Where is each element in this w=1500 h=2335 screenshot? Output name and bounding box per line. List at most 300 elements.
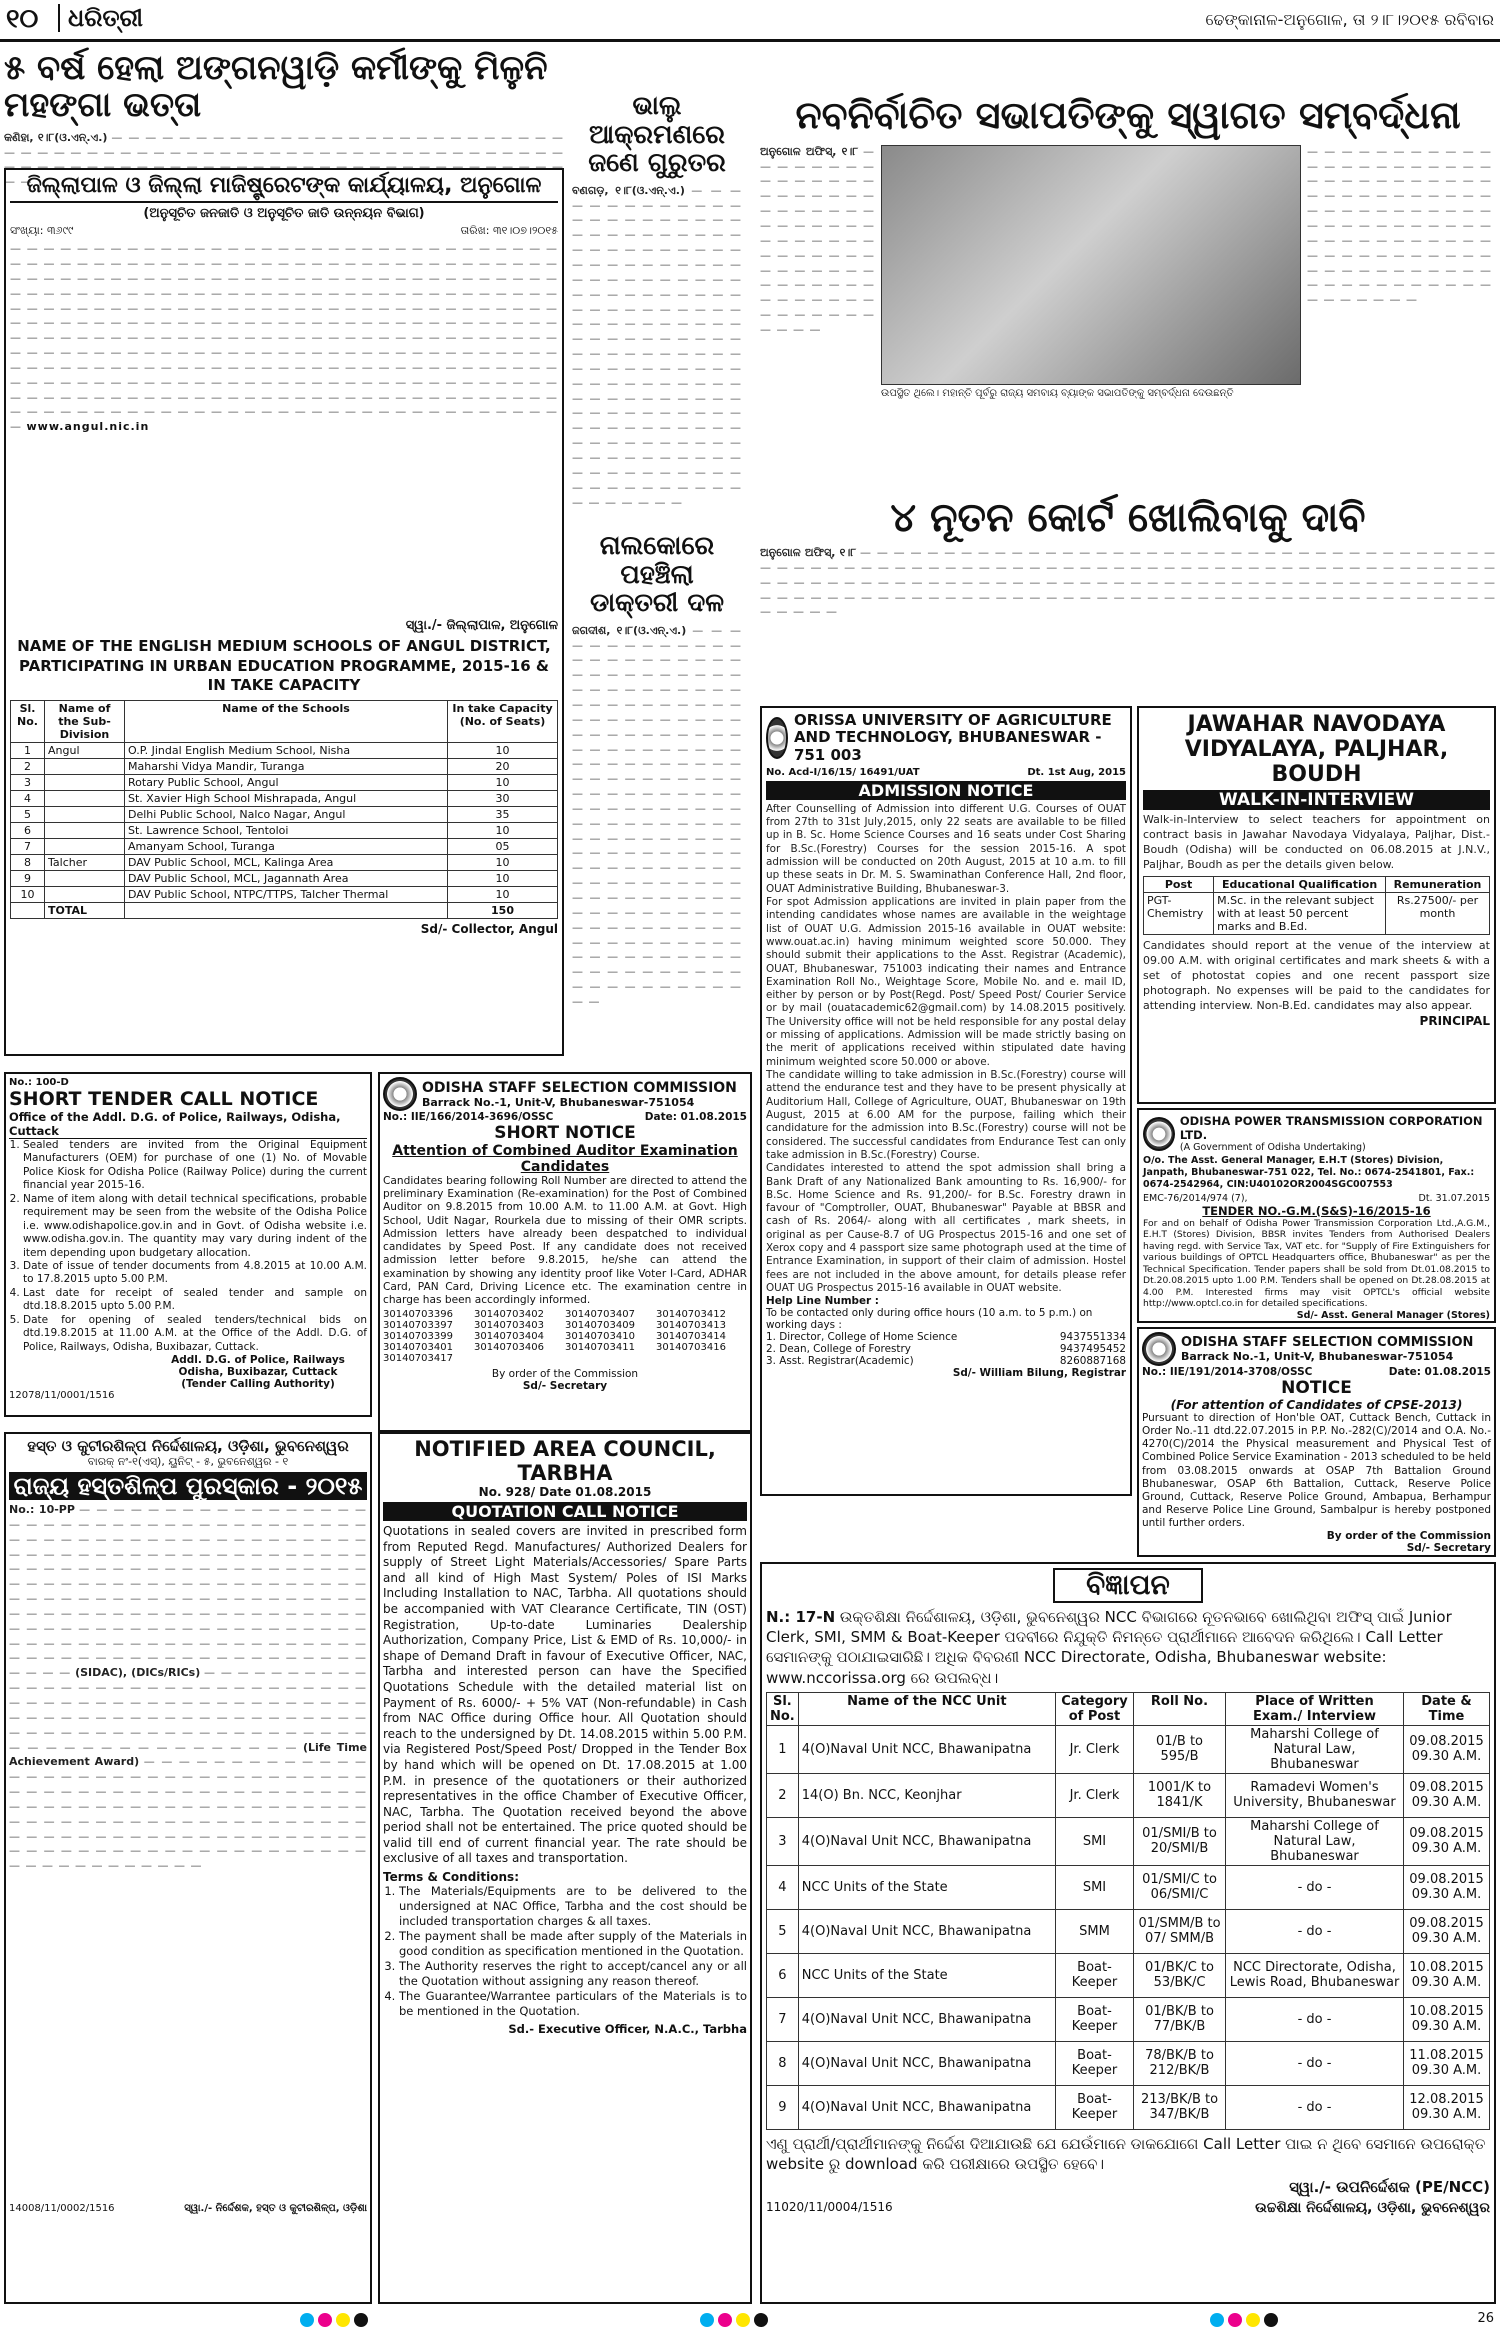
navodaya-col-qualification: Educational Qualification — [1214, 877, 1386, 893]
school-subdivision — [45, 806, 125, 822]
ossc-cpse-signoff-2: Sd/- Secretary — [1406, 1542, 1491, 1555]
ncc-intro-b: Call Letter ସେମାନଙ୍କୁ ପଠାଯାଇସାରିଛି। ଅଧିକ ବିବରଣୀ NCC Directorate, Odisha, Bhubaneswar website: www.nccorissa.org ରେ ଉପଲବ୍ଧ। — [766, 1628, 1443, 1687]
school-sl: 10 — [11, 886, 45, 902]
school-name: Rotary Public School, Angul — [125, 774, 448, 790]
table-row — [11, 854, 558, 870]
ncc-datetime: 11.08.2015 09.30 A.M. — [1404, 2041, 1490, 2085]
ncc-unit: 4(O)Naval Unit NCC, Bhawanipatna — [798, 1725, 1055, 1773]
navodaya-signoff: PRINCIPAL — [1419, 1013, 1490, 1028]
helpline-who: 1. Director, College of Home Science — [766, 1331, 958, 1344]
ncc-roll: 1001/K to 1841/K — [1134, 1773, 1226, 1817]
collector-ref-date: ତାରିଖ: ୩୧।୦୭।୨୦୧୫ — [460, 224, 558, 238]
school-name: St. Lawrence School, Tentoloi — [125, 822, 448, 838]
school-seats: 10 — [448, 886, 558, 902]
story-courts-headline: ୪ ନୂତନ କୋର୍ଟ ଖୋଲିବାକୁ ଦାବି — [890, 495, 1366, 541]
handicraft-title: ହସ୍ତ ଓ କୁଟୀରଶିଳ୍ପ ନିର୍ଦ୍ଦେଶାଳୟ, ଓଡ଼ିଶା, ଭୁବନେଶ୍ୱର — [27, 1437, 349, 1455]
navodaya-col-remuneration: Remuneration — [1386, 877, 1490, 893]
ncc-category: Boat-Keeper — [1056, 2041, 1134, 2085]
ncc-category: Boat-Keeper — [1056, 1997, 1134, 2041]
optcl-signoff: Sd/- Asst. General Manager (Stores) — [1296, 1309, 1490, 1321]
helpline-row — [766, 1331, 1126, 1343]
ncc-datetime: 10.08.2015 09.30 A.M. — [1404, 1953, 1490, 1997]
ncc-datetime: 10.08.2015 09.30 A.M. — [1404, 1997, 1490, 2041]
ncc-sl: 3 — [767, 1817, 799, 1865]
ncc-table — [766, 1692, 1490, 2130]
ncc-place: - do - — [1226, 1997, 1404, 2041]
ossc-auditor-title: SHORT NOTICE — [494, 1123, 636, 1143]
roll-number: 30140703397 — [383, 1320, 453, 1332]
table-row — [767, 1953, 1490, 1997]
ncc-unit: NCC Units of the State — [798, 1865, 1055, 1909]
ncc-sl: 1 — [767, 1725, 799, 1773]
page-number: ୧୦ — [6, 4, 39, 34]
table-signoff: Sd/- Collector, Angul — [420, 921, 558, 936]
roll-number: 30140703404 — [474, 1331, 544, 1343]
navodaya-notice — [1137, 706, 1496, 1104]
reg-dot-black — [354, 2313, 368, 2327]
ouat-help-title: Help Line Number : — [766, 1295, 879, 1308]
school-seats: 10 — [448, 742, 558, 758]
ncc-place: NCC Directorate, Odisha, Lewis Road, Bhubaneswar — [1226, 1953, 1404, 1997]
school-seats: 10 — [448, 854, 558, 870]
ncc-category: SMI — [1056, 1817, 1134, 1865]
ossc-cpse-logo — [1142, 1332, 1176, 1366]
navodaya-col-post: Post — [1144, 877, 1214, 893]
ossc-auditor-signoff-1: By order of the Commission — [491, 1368, 639, 1381]
collector-notice-title: ଜିଲ୍ଲାପାଳ ଓ ଜିଲ୍ଲା ମାଜିଷ୍ଟ୍ରେଟଙ୍କ କାର୍ଯ୍ୟାଳୟ, ଅନୁଗୋଳ — [10, 174, 558, 203]
school-sl: 6 — [11, 822, 45, 838]
story-anganwadi: ୫ ବର୍ଷ ହେଲା ଅଙ୍ଗନୱାଡ଼ି କର୍ମୀଙ୍କୁ ମିଳୁନି ମହଙ୍ଗା ଭତ୍ତା କଣିହା, ୧।୮(ଓ.ଏନ୍.ଏ.) — — — — — — — — — — — — — — — — — — — — — — — — — — — — — — — — — — — — — — — — — — — — — — — — — — — — — — — — — — — — — — — — — — — — — — — — — — — — — — — — — — — — — — — — — — — — — — — — — — [4, 48, 564, 189]
ncc-unit: 4(O)Naval Unit NCC, Bhawanipatna — [798, 2085, 1055, 2129]
helpline-who: 2. Dean, College of Forestry — [766, 1343, 911, 1356]
handicraft-ref: No.: 10-PP — [9, 1503, 75, 1516]
ncc-unit: 4(O)Naval Unit NCC, Bhawanipatna — [798, 1817, 1055, 1865]
ncc-col-sl: Sl. No. — [767, 1692, 799, 1725]
ossc-auditor-address: Barrack No.-1, Unit-V, Bhubaneswar-751054 — [422, 1095, 695, 1109]
handicraft-address: ବାରକ୍ ନଂ-୧(ଏସ୍), ୟୁନିଟ୍ - ୫, ଭୁବନେଶ୍ୱର - ୧ — [87, 1455, 289, 1468]
helpline-who: 3. Asst. Registrar(Academic) — [766, 1355, 914, 1368]
reg-dot-cyan — [300, 2313, 314, 2327]
navodaya-title-2: VIDYALAYA, PALJHAR, BOUDH — [1184, 737, 1449, 787]
ncc-place: Maharshi College of Natural Law, Bhubaneswar — [1226, 1725, 1404, 1773]
police-tender-tag: No.: 100-D — [9, 1077, 69, 1088]
list-item: 2. Name of item along with detail technical specifications, probable requirement may be seen from the website of the Odisha Police i.e. www.odishapolice.gov.in and in Govt. of Odisha website i.e. www.odisha.gov.in. The quantity may vary during indent of the item depending upon budgetary allocation. — [23, 1193, 367, 1260]
ouat-signoff: Sd/- William Bilung, Registrar — [952, 1367, 1126, 1380]
reg-dot-magenta-3 — [1228, 2313, 1242, 2327]
total-value: 150 — [448, 902, 558, 918]
story-chairman-dateline: ଅନୁଗୋଳ ଅଫିସ୍, ୧।୮ — [760, 144, 859, 158]
ouat-helplines — [766, 1331, 1126, 1367]
ncc-col-category: Category of Post — [1056, 1692, 1134, 1725]
roll-number: 30140703399 — [383, 1331, 453, 1343]
ouat-ref: No. Acd-I/16/15/ 16491/UAT — [766, 766, 920, 778]
ncc-sl: 8 — [767, 2041, 799, 2085]
table-row — [11, 870, 558, 886]
police-tender-notice — [4, 1072, 372, 1417]
optcl-org-sub: (A Government of Odisha Undertaking) — [1179, 1142, 1366, 1153]
ossc-auditor-date: Date: 01.08.2015 — [644, 1111, 747, 1123]
police-tender-signoff-3: (Tender Calling Authority) — [181, 1378, 335, 1390]
list-item: 4. The Guarantee/Warrantee particulars of the Materials is to be mentioned in the Quotation. — [399, 1989, 747, 2019]
optcl-tender-no: TENDER NO.-G.M.(S&S)-16/2015-16 — [1202, 1203, 1431, 1218]
total-label: TOTAL — [45, 902, 125, 918]
ncc-roll: 213/BK/B to 347/BK/B — [1134, 2085, 1226, 2129]
list-item: 4. Last date for receipt of sealed tender and sample on dtd.18.8.2015 upto 5.00 P.M. — [23, 1287, 367, 1314]
school-subdivision — [45, 774, 125, 790]
school-seats: 10 — [448, 870, 558, 886]
ncc-roll: 01/B to 595/B — [1134, 1725, 1226, 1773]
ossc-cpse-org: ODISHA STAFF SELECTION COMMISSION — [1181, 1335, 1474, 1350]
school-name: Amanyam School, Turanga — [125, 838, 448, 854]
roll-number: 30140703416 — [656, 1342, 726, 1354]
reg-dot-yellow — [336, 2313, 350, 2327]
table-row — [767, 2041, 1490, 2085]
ncc-unit: 4(O)Naval Unit NCC, Bhawanipatna — [798, 2041, 1055, 2085]
ossc-cpse-subtitle: (For attention of Candidates of CPSE-2013) — [1170, 1398, 1463, 1412]
ncc-sl: 6 — [767, 1953, 799, 1997]
handicraft-orgs: (SIDAC), (DICs/RICs) — [75, 1666, 201, 1680]
table-row — [767, 1997, 1490, 2041]
roll-number: 30140703410 — [565, 1331, 635, 1343]
school-sl: 2 — [11, 758, 45, 774]
ossc-auditor-org: ODISHA STAFF SELECTION COMMISSION — [422, 1079, 737, 1096]
ncc-unit: 14(O) Bn. NCC, Keonjhar — [798, 1773, 1055, 1817]
ossc-auditor-logo — [383, 1077, 417, 1111]
schools-table-title: NAME OF THE ENGLISH MEDIUM SCHOOLS OF ANGUL DISTRICT, PARTICIPATING IN URBAN EDUCATION PROGRAMME, 2015-16 & IN TAKE CAPACITY — [17, 637, 551, 695]
col-school: Name of the Schools — [125, 700, 448, 742]
school-name: DAV Public School, MCL, Kalinga Area — [125, 854, 448, 870]
ncc-roll: 01/SMM/B to 07/ SMM/B — [1134, 1909, 1226, 1953]
school-subdivision — [45, 822, 125, 838]
ncc-place: - do - — [1226, 2041, 1404, 2085]
optcl-logo — [1143, 1117, 1175, 1151]
optcl-tender — [1137, 1108, 1496, 1323]
ossc-cpse-address: Barrack No.-1, Unit-V, Bhubaneswar-751054 — [1181, 1350, 1454, 1363]
roll-number: 30140703396 — [383, 1309, 453, 1321]
navodaya-table — [1143, 876, 1490, 935]
school-sl: 5 — [11, 806, 45, 822]
helpline-number: 9437495452 — [1059, 1343, 1126, 1356]
police-tender-office: Office of the Addl. D.G. of Police, Railways, Odisha, Cuttack — [9, 1110, 367, 1139]
reg-dot-yellow-2 — [736, 2313, 750, 2327]
school-subdivision: Talcher — [45, 854, 125, 870]
roll-number: 30140703413 — [656, 1320, 726, 1332]
ncc-roll: 01/SMI/B to 20/SMI/B — [1134, 1817, 1226, 1865]
ncc-sl: 4 — [767, 1865, 799, 1909]
ncc-category: Jr. Clerk — [1056, 1773, 1134, 1817]
list-item: 2. The payment shall be made after supply of the Materials in good condition as specification mentioned in the Quotation. — [399, 1929, 747, 1959]
ncc-datetime: 09.08.2015 09.30 A.M. — [1404, 1909, 1490, 1953]
school-seats: 05 — [448, 838, 558, 854]
optcl-org: ODISHA POWER TRANSMISSION CORPORATION LTD. — [1179, 1114, 1483, 1142]
school-sl: 3 — [11, 774, 45, 790]
reg-dot-magenta — [318, 2313, 332, 2327]
reg-dot-black-2 — [754, 2313, 768, 2327]
table-row — [11, 886, 558, 902]
table-row — [767, 1817, 1490, 1865]
school-sl: 1 — [11, 742, 45, 758]
ncc-col-datetime: Date & Time — [1404, 1692, 1490, 1725]
navodaya-banner: WALK-IN-INTERVIEW — [1143, 790, 1490, 810]
ouat-date: Dt. 1st Aug, 2015 — [1027, 766, 1126, 778]
roll-number: 30140703412 — [656, 1309, 726, 1321]
footer-page-number: 26 — [1477, 2311, 1494, 2326]
ossc-cpse-body: Pursuant to direction of Hon'ble OAT, Cuttack Bench, Cuttack in Order No.-11 dtd.22.07.2015 in P.P. No.-282(C)/2014 and O.A. No.- 4270(C)/2014 the Physical measurement and Physical Test of Combined Police Service Examination - 2013 scheduled to be held from 03.08.2015 onwards at OSAP 7th Battalion Ground Bhubaneswar, OSAP 6th Battalion, Cuttack, Reserve Police Ground, Cuttack, Reserve Police Ground, Ambapua, Berhampur and Reserve Police Line Ground, Sambalpur is hereby postponed until further orders. — [1142, 1412, 1491, 1529]
roll-number: 30140703409 — [565, 1320, 635, 1332]
list-item: 1. The Materials/Equipments are to be delivered to the undersigned at NAC Office, Tarbha and the cost should be included transportation charges & all taxes. — [399, 1884, 747, 1929]
police-tender-title: SHORT TENDER CALL NOTICE — [9, 1088, 319, 1110]
story-bear-dateline: ବଣଗଡ଼, ୧।୮(ଓ.ଏନ୍.ଏ.) — [572, 183, 685, 197]
school-name: O.P. Jindal English Medium School, Nisha — [125, 742, 448, 758]
story-courts-dateline: ଅନୁଗୋଳ ଅଫିସ୍, ୧।୮ — [760, 546, 857, 559]
collector-notice — [4, 168, 564, 1056]
ncc-category: Jr. Clerk — [1056, 1725, 1134, 1773]
story-chairman: ନବନିର୍ବାଚିତ ସଭାପତିଙ୍କୁ ସ୍ୱାଗତ ସମ୍ବର୍ଦ୍ଧନା ଅନୁଗୋଳ ଅଫିସ୍, ୧।୮ — — — — — — — — — — — — — — — — — — — — — — — — — — — — — — — — — — — — — — — — — — — — — — — — — — — — — — — — — — — — — — — — — — — — — — — — — — — — — — — — — — ଉପସ୍ଥିତ ଥିଲେ। ମହାନ୍ତି ପୂର୍ବରୁ ରାଜ୍ୟ ସମବାୟ ବ୍ୟାଙ୍କ ସଭାପତିଙ୍କୁ ସମ୍ବର୍ଦ୍ଧନା ଦେଉଛନ୍ତି — — — — — — — — — — — — — — — — — — — — — — — — — — — — — — — — — — — — — — — — — — — — — — — — — — — — — — — — — — — — — — — — — — — — — — — — — — — — — — — — — — — — — — — — — — — — — — — — — — — — — — — — — — — — — — — — — — — — — — [760, 95, 1496, 490]
helpline-row — [766, 1355, 1126, 1367]
collector-notice-subtitle: (ଅନୁସୂଚିତ ଜନଜାତି ଓ ଅନୁସୂଚିତ ଜାତି ଉନ୍ନୟନ ବିଭାଗ) — [143, 206, 425, 222]
navodaya-post: PGT-Chemistry — [1144, 893, 1214, 935]
table-row — [11, 742, 558, 758]
ossc-cpse-signoff-1: By order of the Commission — [1326, 1530, 1491, 1543]
ncc-ref: N.: 17-N — [766, 1607, 836, 1626]
ossc-cpse-date: Date: 01.08.2015 — [1388, 1366, 1491, 1378]
ncc-place: - do - — [1226, 2085, 1404, 2129]
nac-terms — [383, 1884, 747, 2018]
table-row — [767, 1865, 1490, 1909]
story-nalco-dateline: ଜଗଦୀଶ, ୧।୮(ଓ.ଏନ୍.ଏ.) — [572, 623, 687, 637]
story-bear-headline: ଭାଲୁ ଆକ୍ରମଣରେ ଜଣେ ଗୁରୁତର — [588, 91, 726, 179]
schools-table — [10, 700, 558, 919]
ncc-place: Maharshi College of Natural Law, Bhubaneswar — [1226, 1817, 1404, 1865]
ncc-col-place: Place of Written Exam./ Interview — [1226, 1692, 1404, 1725]
ossc-auditor-body: Candidates bearing following Roll Number are directed to attend the preliminary Examination (Re-examination) for the Post of Combined Auditor on 9.8.2015 from 10.00 A.M. to 11.00 A.M. at Govt. High School, Udit Nagar, Rourkela due to missing of their OMR scripts. Admission letters have already been despatched to individual candidates by Speed Post. If any candidate does not received admission letter before 9.8.2015, he/she can attend the examination by showing any identity proof like Voter I-Card, ADHAR Card, PAN Card, Driving Licence etc. The examination centre in charge has been accordingly informed. — [383, 1175, 747, 1307]
ncc-footer-note: ଏଣୁ ପ୍ରାର୍ଥୀ/ପ୍ରାର୍ଥୀମାନଙ୍କୁ ନିର୍ଦ୍ଦେଶ ଦିଆଯାଉଛି ଯେ ଯେଉଁମାନେ ଡାକଯୋଗେ Call Letter ପାଇ ନ ଥିବେ ସେମାନେ ଉପରୋକ୍ତ website ରୁ download କରି ପରୀକ୍ଷାରେ ଉପସ୍ଥିତ ହେବେ। — [766, 2134, 1486, 2174]
school-subdivision: Angul — [45, 742, 125, 758]
ncc-roll: 01/BK/B to 77/BK/B — [1134, 1997, 1226, 2041]
ncc-category: Boat-Keeper — [1056, 2085, 1134, 2129]
ncc-datetime: 09.08.2015 09.30 A.M. — [1404, 1725, 1490, 1773]
table-row — [767, 1909, 1490, 1953]
ossc-auditor-notice — [378, 1072, 752, 1432]
ncc-roll: 01/SMI/C to 06/SMI/C — [1134, 1865, 1226, 1909]
police-tender-signoff-2: Odisha, Buxibazar, Cuttack — [178, 1366, 338, 1378]
optcl-date: Dt. 31.07.2015 — [1418, 1192, 1490, 1204]
school-subdivision — [45, 790, 125, 806]
ouat-para-1: After Counselling of Admission into different U.G. Courses of OUAT from 27th to 31st July,2015, only 22 seats are available to be filled up in B. Sc. Home Science Courses and 16 seats under Cost Sharing for B.Sc.(Forestry) Courses for the session 2015-16. A spot admission will be conducted on 20th August, 2015 at 10 a.m. to fill up these seats in Dr. M. S. Swaminathan Conference Hall, 2nd floor, OUAT Administrative Building, Bhubaneswar-3. — [766, 802, 1126, 895]
table-row — [11, 758, 558, 774]
handicraft-award-en: (Life Time Achievement Award) — [9, 1740, 367, 1769]
helpline-number: 9437551334 — [1059, 1331, 1126, 1344]
nac-title: NOTIFIED AREA COUNCIL, TARBHA — [414, 1437, 716, 1485]
roll-number: 30140703401 — [383, 1342, 453, 1354]
story-anganwadi-dateline: କଣିହା, ୧।୮(ଓ.ଏନ୍.ଏ.) — [4, 130, 108, 144]
school-name: St. Xavier High School Mishrapada, Angul — [125, 790, 448, 806]
school-subdivision — [45, 870, 125, 886]
nac-quotation-notice — [378, 1432, 752, 2304]
table-row — [767, 1725, 1490, 1773]
reg-dot-yellow-3 — [1246, 2313, 1260, 2327]
roll-number: 30140703406 — [474, 1342, 544, 1354]
ouat-para-2: For spot Admission applications are invited in plain paper from the intending candidates whose names are available in the weightage list of OUAT U.G. Admission 2015-16 available in OUAT website: www.ouat.ac.in) having minimum weighted score 50.000. They should submit their applications to the Asst. Registrar (Academic), OUAT, Bhubaneswar, 751003 indicating their names and Entrance Examination Roll No., Weightage Score, Mobile No. and e. mail ID, either by person or by Post(Regd. Post/ Speed Post/ Courier Service or by mail (ouatacademic62@gmail.com) by 14.08.2015 positively. The University office will not be held responsible for any postal delay or missing of applications. Admission will be made strictly basing on the merit of applications received within stipulated date having minimum weighted score 50.000 or above. — [766, 895, 1126, 1068]
ncc-org-footer: ଉଚ୍ଚଶିକ୍ଷା ନିର୍ଦ୍ଦେଶାଳୟ, ଓଡ଼ିଶା, ଭୁବନେଶ୍ୱର — [1255, 2200, 1490, 2217]
ncc-datetime: 09.08.2015 09.30 A.M. — [1404, 1865, 1490, 1909]
table-row — [767, 2085, 1490, 2129]
table-row — [11, 822, 558, 838]
reg-dot-magenta-2 — [718, 2313, 732, 2327]
ceremony-photo — [881, 145, 1301, 385]
paper-name: ଧରିତ୍ରୀ — [58, 4, 143, 32]
dateline: ଢେଙ୍କାନାଳ-ଅନୁଗୋଳ, ତା ୨।୮।୨୦୧୫ ରବିବାର — [1205, 10, 1494, 29]
ncc-col-roll: Roll No. — [1134, 1692, 1226, 1725]
ncc-title: ବିଜ୍ଞାପନ — [1053, 1568, 1203, 1603]
ncc-sl: 9 — [767, 2085, 799, 2129]
table-row — [11, 774, 558, 790]
school-sl: 9 — [11, 870, 45, 886]
reg-dot-black-3 — [1264, 2313, 1278, 2327]
roll-number: 30140703414 — [656, 1331, 726, 1343]
table-row — [767, 1773, 1490, 1817]
ncc-place: Ramadevi Women's University, Bhubaneswar — [1226, 1773, 1404, 1817]
masthead — [0, 0, 1500, 42]
school-name: DAV Public School, NTPC/TTPS, Talcher Thermal — [125, 886, 448, 902]
ouat-admission-notice — [760, 706, 1132, 1496]
school-name: Maharshi Vidya Mandir, Turanga — [125, 758, 448, 774]
ncc-unit: 4(O)Naval Unit NCC, Bhawanipatna — [798, 1997, 1055, 2041]
ouat-help-note: To be contacted only during office hours (10 a.m. to 5 p.m.) on working days : — [766, 1307, 1093, 1332]
table-row — [11, 838, 558, 854]
optcl-ref: EMC-76/2014/974 (7), — [1143, 1192, 1248, 1204]
school-subdivision — [45, 758, 125, 774]
ncc-unit: NCC Units of the State — [798, 1953, 1055, 1997]
ncc-datetime: 09.08.2015 09.30 A.M. — [1404, 1773, 1490, 1817]
school-sl: 8 — [11, 854, 45, 870]
handicraft-signoff: ସ୍ୱା./- ନିର୍ଦ୍ଦେଶକ, ହସ୍ତ ଓ କୁଟୀରଶିଳ୍ପ, ଓଡ଼ିଶା — [184, 2203, 367, 2214]
collector-ref-no: ସଂଖ୍ୟା: ୩୬୯୯ — [10, 224, 74, 238]
roll-number: 30140703402 — [474, 1309, 544, 1321]
helpline-number: 8260887168 — [1059, 1355, 1126, 1368]
ncc-roll: 01/BK/C to 53/BK/C — [1134, 1953, 1226, 1997]
collector-signoff: ସ୍ୱା./- ଜିଲ୍ଲାପାଳ, ଅନୁଗୋଳ — [405, 618, 558, 634]
story-chairman-headline: ନବନିର୍ବାଚିତ ସଭାପତିଙ୍କୁ ସ୍ୱାଗତ ସମ୍ବର୍ଦ୍ଧନା — [795, 93, 1461, 137]
story-anganwadi-headline: ୫ ବର୍ଷ ହେଲା ଅଙ୍ଗନୱାଡ଼ି କର୍ମୀଙ୍କୁ ମିଳୁନି ମହଙ୍ଗା ଭତ୍ତା — [4, 48, 548, 126]
ossc-auditor-ref: No.: IIE/166/2014-3696/OSSC — [383, 1111, 554, 1123]
ncc-advertisement — [760, 1562, 1496, 2304]
roll-number-grid — [383, 1309, 747, 1364]
nac-ref: No. 928/ Date 01.08.2015 — [478, 1485, 652, 1499]
handicraft-award: ରାଜ୍ୟ ହସ୍ତଶିଳ୍ପ ପୁରସ୍କାର - ୨୦୧୫ — [9, 1472, 367, 1500]
ncc-col-unit: Name of the NCC Unit — [798, 1692, 1055, 1725]
optcl-address: O/o. The Asst. General Manager, E.H.T (Stores) Division, Janpath, Bhubaneswar-751 022, Tel. No.: 0674-2541801, Fax.: 0674-2542964, CIN:U40102OR2004SGC007553 — [1143, 1155, 1475, 1190]
reg-dot-cyan-2 — [700, 2313, 714, 2327]
police-tender-items — [9, 1139, 367, 1354]
navodaya-remuneration: Rs.27500/- per month — [1386, 893, 1490, 935]
story-nalco-headline: ନାଲକୋରେ ପହଞ୍ଚିଲା ଡାକ୍ତରୀ ଦଳ — [589, 531, 725, 619]
school-seats: 35 — [448, 806, 558, 822]
roll-number: 30140703407 — [565, 1309, 635, 1321]
nac-terms-title: Terms & Conditions: — [383, 1870, 519, 1885]
nac-banner: QUOTATION CALL NOTICE — [383, 1502, 747, 1521]
roll-number: 30140703411 — [565, 1342, 635, 1354]
optcl-body: For and on behalf of Odisha Power Transmission Corporation Ltd.,A.G.M., E.H.T (Stores) Division, BBSR invites Tenders from Authorised Dealers having regd. with Service Tax, VAT etc. for "Supply of Fire Extinguishers for various buildings of OPTCL Headquarters office, Bhubaneswar" as per the Technical Specification. Tender papers shall be sold from Dt.01.08.2015 to Dt.20.08.2015 upto 1.00 P.M. Tenders shall be opened on Dt.28.08.2015 at 4.00 P.M. Interested firms may visit OPTCL's official website http://www.optcl.co.in for detailed specifications. — [1143, 1217, 1490, 1310]
ouat-para-3: The candidate willing to take admission in B.Sc.(Forestry) course will attend the endurance test and they have to be present physically at Auditorium Hall, College of Agriculture, OUAT, Bhubaneswar on 19th August, 2015 at 6.00 AM for the purpose, failing which their candidature for the admission into B.Sc.(Forestry) course will not be considered. The successful candidates from Endurance Test can only take admission in B.Sc.(Forestry) Course. — [766, 1069, 1126, 1161]
ossc-cpse-ref: No.: IIE/191/2014-3708/OSSC — [1142, 1366, 1313, 1378]
school-name: Delhi Public School, Nalco Nagar, Angul — [125, 806, 448, 822]
list-item: 1. Sealed tenders are invited from the Original Equipment Manufacturers (OEM) for purchase of one (1) No. of Movable Police Kiosk for Odisha Police (Railway Police) during the current financial year 2015-16. — [23, 1139, 367, 1193]
list-item: 5. Date for opening of sealed tenders/technical bids on dtd.19.8.2015 at 11.00 A.M. at the Office of the Addl. D.G. of Police, Railways, Odisha, Buxibazar, Cuttack. — [23, 1314, 367, 1354]
police-tender-code: 12078/11/0001/1516 — [9, 1390, 115, 1401]
school-subdivision — [45, 886, 125, 902]
ouat-org: ORISSA UNIVERSITY OF AGRICULTURE AND TECHNOLOGY, BHUBANESWAR - 751 003 — [793, 711, 1112, 764]
school-seats: 10 — [448, 822, 558, 838]
ncc-place: - do - — [1226, 1865, 1404, 1909]
navodaya-title-1: JAWAHAR NAVODAYA — [1187, 712, 1446, 737]
navodaya-note: Candidates should report at the venue of the interview at 09.00 A.M. with original certificates and mark sheets & with a set of photostat copies and one recent passport size photograph. No expenses will be paid to the candidates for attending interview. Non-B.Ed. candidates may also appear. — [1143, 939, 1490, 1012]
roll-number: 30140703417 — [383, 1353, 453, 1365]
roll-number: 30140703403 — [474, 1320, 544, 1332]
handicraft-code: 14008/11/0002/1516 — [9, 2203, 115, 2214]
ncc-unit: 4(O)Naval Unit NCC, Bhawanipatna — [798, 1909, 1055, 1953]
reg-dot-cyan-3 — [1210, 2313, 1224, 2327]
ncc-category: SMI — [1056, 1865, 1134, 1909]
nac-body: Quotations in sealed covers are invited in prescribed form from Reputed Regd. Manufactures/ Authorized Dealers for supply of Street Light Materials/Accessories/ Spare Parts and all kind of High Mast System/ Poles of ISI Marks Including Installation to NAC, Tarbha. All quotations should be accompanied with VAT Clearance Certificate, TIN (OST) Registration, Up-to-date Luminaries Dealership Authorization, Company Price, List & EMD of Rs. 10,000/- in shape of Demand Draft in favour of Executive Officer, NAC, Tarbha and interested person can have the Specified Quotations Schedule with the detailed material list on Payment of Rs. 6000/- + 5% VAT (Non-refundable) in Cash from NAC Office during Office hour. All Quotation should reach to the undersigned by Dt. 14.08.2015 within 5.00 P.M. via Registered Post/Speed Post/ Dropped in the Tender Box by hand which will be opened on Dt. 17.08.2015 at 1.00 P.M. in presence of the quotationers or their authorized representatives in the office Chamber of Executive Officer, NAC, Tarbha. The Quotation received beyond the above period shall not be entertained. The price quoted should be valid till end of current financial year. The rate should be exclusive of all taxes and transportation. — [383, 1524, 747, 1866]
col-subdivision: Name of the Sub-Division — [45, 700, 125, 742]
school-seats: 30 — [448, 790, 558, 806]
school-seats: 20 — [448, 758, 558, 774]
school-name: DAV Public School, MCL, Jagannath Area — [125, 870, 448, 886]
ncc-category: SMM — [1056, 1909, 1134, 1953]
ncc-place: - do - — [1226, 1909, 1404, 1953]
school-subdivision — [45, 838, 125, 854]
helpline-row — [766, 1343, 1126, 1355]
school-sl: 7 — [11, 838, 45, 854]
collector-website[interactable]: www.angul.nic.in — [26, 420, 150, 434]
story-courts: ୪ ନୂତନ କୋର୍ଟ ଖୋଲିବାକୁ ଦାବି ଅନୁଗୋଳ ଅଫିସ୍, ୧।୮ — — — — — — — — — — — — — — — — — — — — — — — — — — — — — — — — — — — — — — — — — — — — — — — — — — — — — — — — — — — — — — — — — — — — — — — — — — — — — — — — — — — — — — — — — — — — — — — — — — — — — — — — — — — — — — — — — — — — — — — — — — — — — — — — — — — — — — — — — — — — — — — — — — — — — — — — — — — — — — — — — — — — — — — — — — — — — — — — [760, 495, 1496, 619]
table-row — [11, 790, 558, 806]
ouat-title: ADMISSION NOTICE — [766, 781, 1126, 800]
school-seats: 10 — [448, 774, 558, 790]
ncc-sl: 2 — [767, 1773, 799, 1817]
police-tender-signoff-1: Addl. D.G. of Police, Railways — [171, 1354, 345, 1366]
handicraft-notice: ହସ୍ତ ଓ କୁଟୀରଶିଳ୍ପ ନିର୍ଦ୍ଦେଶାଳୟ, ଓଡ଼ିଶା, ଭୁବନେଶ୍ୱର ବାରକ୍ ନଂ-୧(ଏସ୍), ୟୁନିଟ୍ - ୫, ଭୁବନେଶ୍ୱର - ୧ ରାଜ୍ୟ ହସ୍ତଶିଳ୍ପ ପୁରସ୍କାର - ୨୦୧୫ No.: 10-PP — — — — — — — — — — — — — — — — — — — — — — — — — — — — — — — — — — — — — — — — — — — — — — — — — — — — — — — — — — — — — — — — — — — — — — — — — — — — — — — — — — — — — — — — — — — — — — — — — — — — — — — — — — — — — — — — — — — — — — — — — — — — — — — — — — — — — — — — — — — — — — — — — — — — — — — — — — — — — — — — — — — — — — — — — — — — — — — — — — — — — — — — — — — — — — — — — — — — — — — — — — — — — — — — — — — — — — — — — — — — — — — — — — — — — — — (SIDAC), (DICs/RICs) — — — — — — — — — — — — — — — — — — — — — — — — — — — — — — — — — — — — — — — — — — — — — — — — — — — — — — — — — — — — — — — — — — — — — — — — — — — — — — — — — — — — — — — — — — — — — — — — — — — — — — — — — — — — — — (Life Time Achievement Award) — — — — — — — — — — — — — — — — — — — — — — — — — — — — — — — — — — — — — — — — — — — — — — — — — — — — — — — — — — — — — — — — — — — — — — — — — — — — — — — — — — — — — — — — — — — — — — — — — — — — — — — — — — — — — — — — — — — — — — — — — — — — — — — — — — — — — — — — — — — — — — — — — — — — — — — 14008/11/0002/1516 ସ୍ୱା./- ନିର୍ଦ୍ଦେଶକ, ହସ୍ତ ଓ କୁଟୀରଶିଳ୍ପ, ଓଡ଼ିଶା — [4, 1432, 372, 2304]
ncc-datetime: 12.08.2015 09.30 A.M. — [1404, 2085, 1490, 2129]
school-sl: 4 — [11, 790, 45, 806]
ncc-roll: 78/BK/B to 212/BK/B — [1134, 2041, 1226, 2085]
nac-signoff: Sd.- Executive Officer, N.A.C., Tarbha — [508, 2021, 747, 2036]
ossc-cpse-title: NOTICE — [1281, 1378, 1352, 1398]
ouat-para-4: Candidates interested to attend the spot admission shall bring a Bank Draft of any Nationalized Bank amounting to Rs. 16,900/- for B.Sc. Home Science and Rs. 91,200/- for B.Sc. Forestry drawn in favour of "Comptroller, OUAT, Bhubaneswar" Payable at BBSR and cash of Rs. 2064/- along with all certificates , mark sheets, in original as per Cause-8.7 of UG Prospectus 2015-16 and one set of Xerox copy and 4 passport size same photograph used at the time of Entrance Examination, in support of their claim of admission. Hostel fees are not included in the above amount, for details please refer OUAT UG Prospectus 2015-16 available in OUAT website. — [766, 1162, 1126, 1294]
collector-notice-body: — — — — — — — — — — — — — — — — — — — — — — — — — — — — — — — — — — — — — — — — — — — — — — — — — — — — — — — — — — — — — — — — — — — — — — — — — — — — — — — — — — — — — — — — — — — — — — — — — — — — — — — — — — — — — — — — — — — — — — — — — — — — — — — — — — — — — — — — — — — — — — — — — — — — — — — — — — — — — — — — — — — — — — — — — — — — — — — — — — — — — — — — — — — — — — — — — — — — — — — — — — — — — — — — — — — — — — — — — — — — — — — — — — — — — — — — — — — — — — — — — — — — — — — — — — — — — — — — — — — — — — — — — — — — — — — — — — — — — — — — — — — — — — — — — — — — — — — — — — — — — — — — — — — — — — — — — — — — — — — — — — — — — — — — — — — — — — — — — — — — — — — — — — — — — — — — — — — — — — — — — — — — — — — — — — — — — — — — — — — — — — — — — — — — — — — — — — — — — www.angul.nic.in — [10, 242, 558, 434]
ncc-code: 11020/11/0004/1516 — [766, 2200, 893, 2215]
ossc-auditor-signoff-2: Sd/- Secretary — [522, 1380, 608, 1393]
ouat-logo — [766, 717, 788, 759]
ncc-category: Boat-Keeper — [1056, 1953, 1134, 1997]
navodaya-qualification: M.Sc. in the relevant subject with at least 50 percent marks and B.Ed. — [1214, 893, 1386, 935]
ossc-auditor-subtitle: Attention of Combined Auditor Examination Candidates — [392, 1143, 738, 1175]
ncc-datetime: 09.08.2015 09.30 A.M. — [1404, 1817, 1490, 1865]
ncc-sl: 5 — [767, 1909, 799, 1953]
story-bear: ଭାଲୁ ଆକ୍ରମଣରେ ଜଣେ ଗୁରୁତର ବଣଗଡ଼, ୧।୮(ଓ.ଏନ୍.ଏ.) — — — — — — — — — — — — — — — — — — — — — — — — — — — — — — — — — — — — — — — — — — — — — — — — — — — — — — — — — — — — — — — — — — — — — — — — — — — — — — — — — — — — — — — — — — — — — — — — — — — — — — — — — — — — — — — — — — — — — — — — — — — — — — — — — — — — — — — — — — — — — — — — — — — — — — — — — — — — — — — — — — — — — — — — — — — — — — — — — — — — — — — — — — — — — — — — — — — — — — — — — — — — — — — — — — — [572, 91, 742, 509]
story-nalco: ନାଲକୋରେ ପହଞ୍ଚିଲା ଡାକ୍ତରୀ ଦଳ ଜଗଦୀଶ, ୧।୮(ଓ.ଏନ୍.ଏ.) — — — — — — — — — — — — — — — — — — — — — — — — — — — — — — — — — — — — — — — — — — — — — — — — — — — — — — — — — — — — — — — — — — — — — — — — — — — — — — — — — — — — — — — — — — — — — — — — — — — — — — — — — — — — — — — — — — — — — — — — — — — — — — — — — — — — — — — — — — — — — — — — — — — — — — — — — — — — — — — — — — — — — — — — — — — — — — — — — — — — — — — — — — — — — — — — — — — — — — — — — — — — — — — — — — — — — — — — — — — — — — — — — — — — — — — — — — — — — — — — — — — — — — [572, 531, 743, 1008]
col-sl: Sl. No. — [11, 700, 45, 742]
registration-bar — [0, 2305, 1500, 2335]
ncc-signoff: ସ୍ୱା./- ଉପନିର୍ଦ୍ଦେଶକ (PE/NCC) — [1289, 2178, 1490, 2197]
table-row — [11, 806, 558, 822]
list-item: 3. The Authority reserves the right to accept/cancel any or all the Quotation without assigning any reason thereof. — [399, 1959, 747, 1989]
ossc-cpse-notice — [1137, 1327, 1496, 1557]
photo-caption: ଉପସ୍ଥିତ ଥିଲେ। ମହାନ୍ତି ପୂର୍ବରୁ ରାଜ୍ୟ ସମବାୟ ବ୍ୟାଙ୍କ ସଭାପତିଙ୍କୁ ସମ୍ବର୍ଦ୍ଧନା ଦେଉଛନ୍ତି — [881, 387, 1234, 399]
col-seats: In take Capacity (No. of Seats) — [448, 700, 558, 742]
ncc-sl: 7 — [767, 1997, 799, 2041]
